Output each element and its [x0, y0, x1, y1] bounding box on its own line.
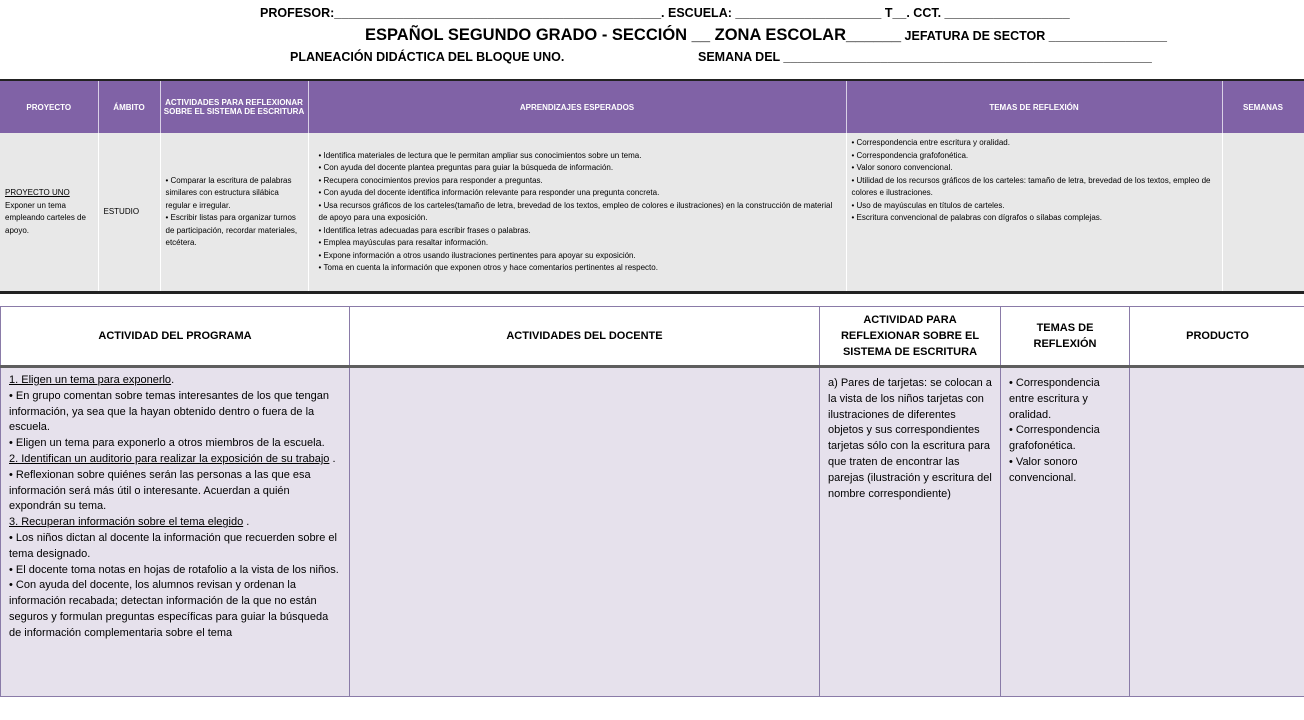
header-semanas: SEMANAS	[1222, 81, 1304, 133]
proyecto-cell	[0, 133, 98, 291]
activities-header-row	[1, 307, 1304, 367]
aprendizaje-item: • Identifica materiales de lectura que le permitan ampliar sus conocimientos sobre un tema.	[319, 150, 841, 163]
actividad-item: • Escribir listas para organizar turnos de participación, recordar materiales, etcétera.	[166, 212, 303, 250]
header-actividades-reflexionar: ACTIVIDADES PARA REFLEXIONAR SOBRE EL SISTEMA DE ESCRITURA	[160, 81, 308, 133]
tema-item: • Utilidad de los recursos gráficos de los carteles: tamaño de letra, brevedad de los textos, empleo de colores e ilustraciones.	[852, 175, 1217, 200]
header-aprendizajes: APRENDIZAJES ESPERADOS	[308, 81, 846, 133]
header-proyecto: PROYECTO	[0, 81, 98, 133]
header-temas-reflexion-2: TEMAS DE REFLEXIÓN	[1001, 307, 1130, 367]
header-ambito: ÁMBITO	[98, 81, 160, 133]
aprendizaje-item: • Usa recursos gráficos de los carteles(tamaño de letra, brevedad de los textos, empleo de colores e ilustraciones) en la construcción de material de apoyo para una exposición.	[319, 200, 841, 225]
aprendizaje-item: • Con ayuda del docente plantea preguntas para guiar la búsqueda de información.	[319, 162, 841, 175]
header-line-profesor: PROFESOR:_______________________________________________. ESCUELA: _____________________ T__. CCT. __________________	[260, 6, 1070, 20]
programa-section-title: 1. Eligen un tema para exponerlo	[9, 374, 172, 386]
tema-reflexion-item: • Correspondencia entre escritura y oralidad.	[1009, 376, 1121, 423]
programa-item: • El docente toma notas en hojas de rotafolio a la vista de los niños.	[9, 563, 341, 579]
semanas-cell	[1222, 133, 1304, 291]
temas-reflexion-cell	[1001, 367, 1130, 697]
programa-cell: 1. Eligen un tema para exponerlo. • En grupo comentan sobre temas interesantes de los que tengan información, ya sea que la hayan obtenido dentro o fuera de la escuela. • Eligen un tema para exponerlo a otros miembros de la escuela. 2. Identifican un auditorio para realizar la exposición de su trabajo . • Reflexionan sobre quiénes serán las personas a las que esa información será más útil o interesante. Acuerdan a quién expondrán su tema. 3. Recuperan información sobre el tema elegido . • Los niños dictan al docente la información que recuerden sobre el tema designado. • El docente toma notas en hojas de rotafolio a la vista de los niños. • Con ayuda del docente, los alumnos revisan y ordenan la información recabada; detectan información de la que no están seguros y formulan preguntas específicas para guiar la búsqueda de información complementaria sobre el tema	[1, 367, 350, 697]
project-overview-table	[0, 79, 1304, 294]
actividades-cell	[160, 133, 308, 291]
reflexionar-text: a) Pares de tarjetas: se colocan a la vista de los niños tarjetas con ilustraciones de diferentes objetos y sus correspondientes tarjetas sólo con la escritura para que traten de encontrar las parejas (ilustración y escritura del nombre correspondiente)	[828, 377, 992, 500]
actividad-item: • Comparar la escritura de palabras similares con estructura silábica regular e irregular.	[166, 175, 303, 213]
header-title-main: ESPAÑOL SEGUNDO GRADO - SECCIÓN __ ZONA ESCOLAR______	[365, 26, 902, 44]
tema-item: • Correspondencia grafofonética.	[852, 150, 1217, 163]
programa-item: • En grupo comentan sobre temas interesantes de los que tengan información, ya sea que la hayan obtenido dentro o fuera de la escuela.	[9, 389, 341, 436]
programa-section-title: 2. Identifican un auditorio para realizar la exposición de su trabajo	[9, 452, 330, 465]
header-planeacion: PLANEACIÓN DIDÁCTICA DEL BLOQUE UNO.	[290, 50, 565, 64]
header-temas-reflexion: TEMAS DE REFLEXIÓN	[846, 81, 1222, 133]
programa-item: • Los niños dictan al docente la información que recuerden sobre el tema designado.	[9, 531, 341, 563]
aprendizaje-item: • Identifica letras adecuadas para escribir frases o palabras.	[319, 225, 841, 238]
header-actividad-reflexionar: ACTIVIDAD PARA REFLEXIONAR SOBRE EL SISTEMA DE ESCRITURA	[820, 307, 1001, 367]
header-line-planeacion	[290, 50, 1304, 64]
header-line-title	[365, 26, 1304, 45]
docente-cell	[350, 367, 820, 697]
overview-content-row	[0, 133, 1304, 291]
aprendizaje-item: • Emplea mayúsculas para resaltar información.	[319, 237, 841, 250]
programa-item: • Reflexionan sobre quiénes serán las personas a las que esa información será más útil o interesante. Acuerdan a quién expondrán su tema.	[9, 468, 341, 515]
ambito-cell: ESTUDIO	[98, 133, 160, 291]
proyecto-text: Exponer un tema empleando carteles de apoyo.	[5, 200, 86, 235]
tema-item: • Valor sonoro convencional.	[852, 162, 1217, 175]
tema-item: • Escritura convencional de palabras con dígrafos o sílabas complejas.	[852, 212, 1217, 225]
tema-item: • Correspondencia entre escritura y oralidad.	[852, 137, 1217, 150]
aprendizaje-item: • Recupera conocimientos previos para responder a preguntas.	[319, 175, 841, 188]
header-actividades-docente: ACTIVIDADES DEL DOCENTE	[350, 307, 820, 367]
header-jefatura: JEFATURA DE SECTOR _________________	[901, 29, 1167, 43]
activities-content-row	[1, 367, 1304, 697]
programa-item: • Con ayuda del docente, los alumnos revisan y ordenan la información recabada; detectan información de la que no están seguros y formulan preguntas específicas para guiar la búsqueda de información complementaria sobre el tema	[9, 578, 341, 641]
tema-item: • Uso de mayúsculas en títulos de carteles.	[852, 200, 1217, 213]
header-semana: SEMANA DEL _____________________________________________________	[698, 50, 1152, 64]
aprendizaje-item: • Con ayuda del docente identifica información relevante para responder una pregunta concreta.	[319, 187, 841, 200]
header-producto: PRODUCTO	[1130, 307, 1304, 367]
aprendizaje-item: • Toma en cuenta la información que exponen otros y hace comentarios pertinentes al respecto.	[319, 262, 841, 275]
programa-item: • Eligen un tema para exponerlo a otros miembros de la escuela.	[9, 436, 341, 452]
activities-table	[0, 306, 1304, 697]
programa-section-title: 3. Recuperan información sobre el tema elegido	[9, 516, 244, 529]
proyecto-title: PROYECTO UNO	[5, 188, 70, 197]
overview-header-row	[0, 81, 1304, 133]
reflexionar-cell	[820, 367, 1001, 697]
tema-reflexion-item: • Valor sonoro convencional.	[1009, 455, 1121, 487]
temas-cell	[846, 133, 1222, 291]
header-actividad-programa: ACTIVIDAD DEL PROGRAMA	[1, 307, 350, 367]
aprendizaje-item: • Expone información a otros usando ilustraciones pertinentes para apoyar su exposición.	[319, 250, 841, 263]
tema-reflexion-item: • Correspondencia grafofonética.	[1009, 423, 1121, 455]
aprendizajes-cell	[308, 133, 846, 291]
producto-cell	[1130, 367, 1304, 697]
